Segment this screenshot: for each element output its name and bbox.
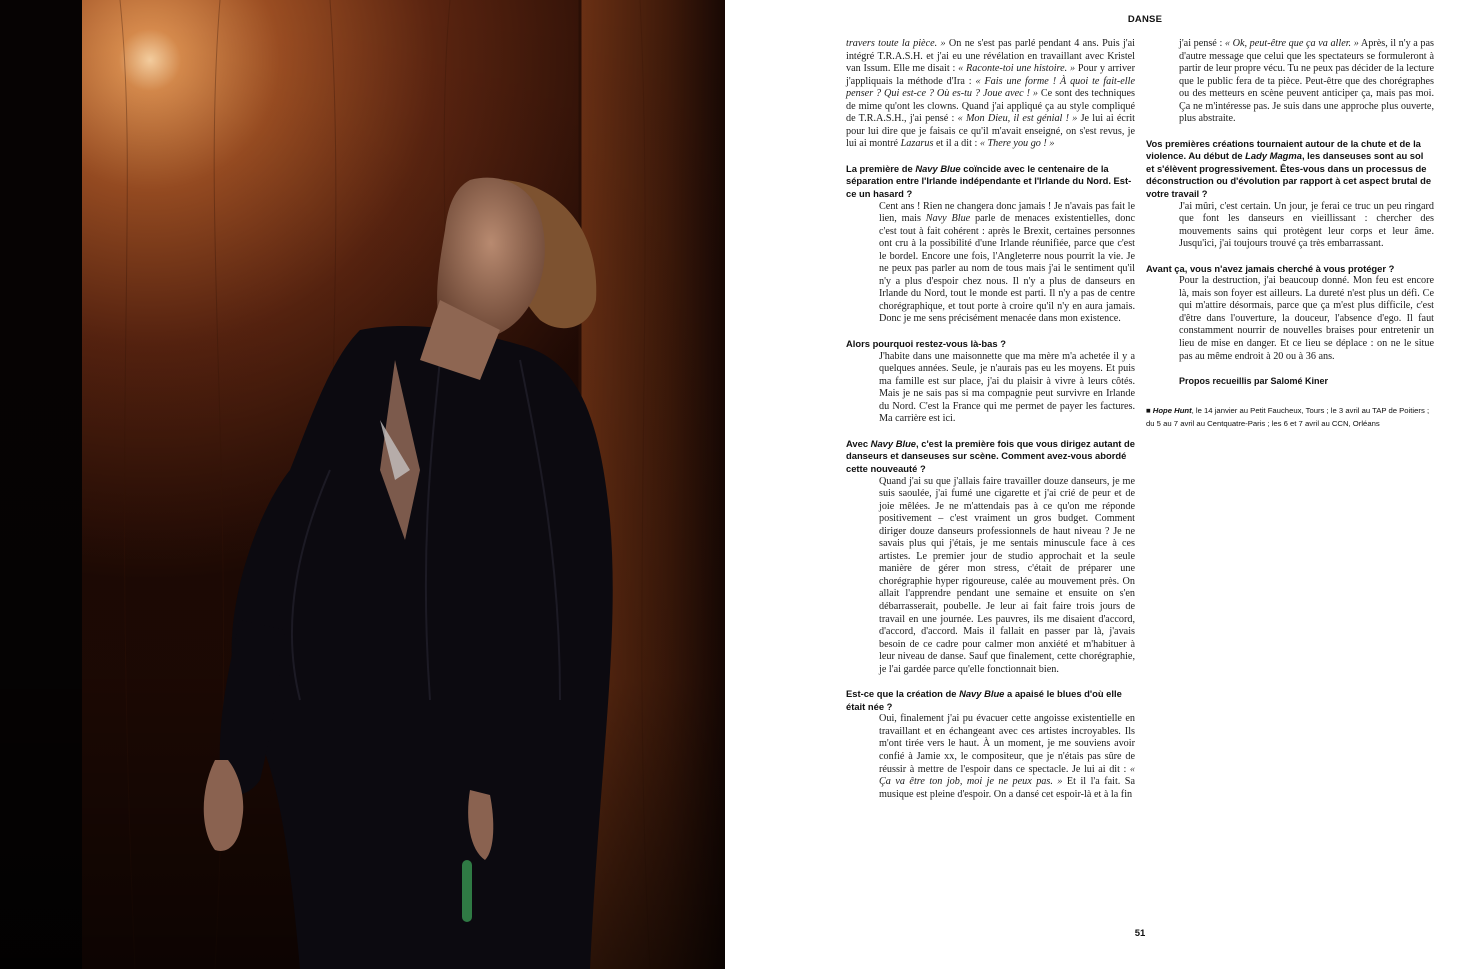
section-header: DANSE bbox=[1127, 14, 1163, 25]
article-column-2 bbox=[1146, 38, 1434, 430]
interview-question: Avec Navy Blue, c'est la première fois que vous dirigez autant de danseurs et danseuses sur scène. Comment avez-vous abordé cette nouveauté ? bbox=[846, 437, 1135, 474]
portrait-photo bbox=[0, 0, 725, 969]
interview-question: Avant ça, vous n'avez jamais cherché à vous protéger ? bbox=[1146, 262, 1395, 274]
interview-answer: Quand j'ai su que j'allais faire travailler douze danseurs, je me suis saoulée, j'ai fumé une cigarette et j'ai crié de peur et de joie mêlées. Je ne m'attendais pas à ce qu'on me réponde positivement – c'est vraiment un gros budget. Comment diriger douze danseurs professionnels de haut niveau ? Je ne savais plus qui j'étais, je me sentais minuscule face à ces artistes. Le premier jour de studio approchait et la seule manière de gérer mon stress, c'était de préparer une chorégraphie hyper rigoureuse, calée au mouvement près. On allait l'apprendre pendant une semaine et ensuite on s'en débarrasserait, poubelle. Je leur ai fait faire trois jours de travail en une journée. Les pauvres, ils me disaient d'accord, d'accord, d'accord. Mais il fallait en passer par là, j'avais besoin de ce cadre pour calmer mon anxiété et m'habituer à leur niveau de danse. Sauf que finalement, cette chorégraphie, je l'ai gardée parce qu'elle fonctionnait bien. bbox=[879, 475, 1135, 675]
paragraph: travers toute la pièce. » On ne s'est pas parlé pendant 4 ans. Puis j'ai intégré T.R.A.S.H. et j'ai eu une révélation en travaillant avec Kristel van Issum. Elle me disait : « Raconte-toi une histoire. » Pour y arriver j'appliquais la méthode d'Ira : « Fais une forme ! À quoi te fait-elle penser ? Qui est-ce ? Où es-tu ? Joue avec ! » Ce sont des techniques de mime qu'ont les clowns. Quand j'ai appliqué ça au style compliqué de T.R.A.S.H., j'ai pensé : « Mon Dieu, il est génial ! » Je lui ai écrit pour lui dire que je faisais ce qu'il m'avait enseigné, on s'est revus, je lui ai montré Lazarus et il a dit : « There you go ! » bbox=[846, 38, 1135, 150]
interview-answer: Cent ans ! Rien ne changera donc jamais ! Je n'avais pas fait le lien, mais Navy Blue parle de menaces existentielles, donc c'est tout à fait cohérent : après le Brexit, certaines personnes ont cru à la possibilité d'une Irlande réunifiée, parce que c'est le bordel. Encore une fois, l'Angleterre nous pourrit la vie. Je ne peux pas parler au nom de tous mais j'ai le sentiment qu'il n'y a plus d'espoir chez nous. Il n'y a plus de danseurs en Irlande du Nord, tout le monde est parti. Il n'y a pas de centre chorégraphique, et tout porte à croire qu'il n'y en aura jamais. Donc je me sens précisément menacée dans mon existence. bbox=[879, 200, 1135, 325]
interview-question: La première de Navy Blue coïncide avec le centenaire de la séparation entre l'Irlande indépendante et l'Irlande du Nord. Est-ce un hasard ? bbox=[846, 162, 1132, 200]
author-signature: Propos recueillis par Salomé Kiner bbox=[1179, 376, 1329, 387]
article-column-1 bbox=[846, 38, 1135, 801]
interview-answer: J'habite dans une maisonnette que ma mère m'a achetée il y a quelques années. Seule, je n'aurais pas eu les moyens. Et puis ma famille est sur place, j'ai du plaisir à vivre à leurs côtés. Mais je ne sais pas si ma compagnie peut survivre en Irlande du Nord. C'est la France qui me permet de payer les factures. Ma carrière est ici. bbox=[879, 350, 1135, 425]
interview-question: Vos premières créations tournaient autour de la chute et de la violence. Au début de Lady Magma, les danseuses sont au sol et s'élèvent progressivement. Êtes-vous dans un processus de déconstruction ou d'évolution par rapport à cet aspect brutal de votre travail ? bbox=[1146, 137, 1432, 200]
interview-question: Alors pourquoi restez-vous là-bas ? bbox=[846, 338, 1006, 350]
interview-answer: J'ai mûri, c'est certain. Un jour, je ferai ce truc un peu ringard que font les danseurs en vieillissant : chercher des mouvements sains qui protègent leur corps et leur âme. Jusqu'ici, j'ai toujours trouvé ça très embarrassant. bbox=[1179, 200, 1434, 250]
interview-answer: Oui, finalement j'ai pu évacuer cette angoisse existentielle en travaillant et en échangeant avec ces artistes incroyables. Ils m'ont tirée vers le haut. À un moment, je me souviens avoir confié à Jamie xx, le compositeur, que je n'étais pas sûre de réussir à mettre de l'espoir dans ce spectacle. Je lui ai dit : « Ça va être ton job, moi je ne peux pas. » Et il l'a fait. Sa musique est pleine d'espoir. On a dansé cet espoir-là et à la fin bbox=[879, 713, 1135, 800]
interview-answer: Pour la destruction, j'ai beaucoup donné. Mon feu est encore là, mais son foyer est ailleurs. La dureté n'est plus un défi. Ce qui m'attire désormais, parce que ça m'est plus difficile, c'est d'être dans l'ouverture, la douceur, l'absence d'ego. Il faut constamment nourrir de nouvelles braises pour entretenir un lieu de mise en danger. Et ce lieu se déplace : on ne le situe pas au même endroit à 20 ou à 36 ans. bbox=[1179, 275, 1434, 362]
interview-answer: j'ai pensé : « Ok, peut-être que ça va aller. » Après, il n'y a pas d'autre message que celui que les spectateurs se formuleront à partir de leur propre vécu. Tu ne peux pas décider de la lecture que le public fera de ta pièce. Peut-être que des chorégraphes ou des metteurs en scène peuvent anticiper ça, mais pas moi. Ça ne m'intéresse pas. Je suis dans une approche plus ouverte, plus abstraite. bbox=[1179, 38, 1435, 125]
page-number: 51 bbox=[1134, 928, 1146, 939]
event-note: ■ Hope Hunt, le 14 janvier au Petit Faucheux, Tours ; le 3 avril au TAP de Poitiers ; du 5 au 7 avril au Centquatre-Paris ; les 6 et 7 avril au CCN, Orléans bbox=[1146, 405, 1430, 428]
interview-question: Est-ce que la création de Navy Blue a apaisé le blues d'où elle était née ? bbox=[846, 688, 1122, 712]
